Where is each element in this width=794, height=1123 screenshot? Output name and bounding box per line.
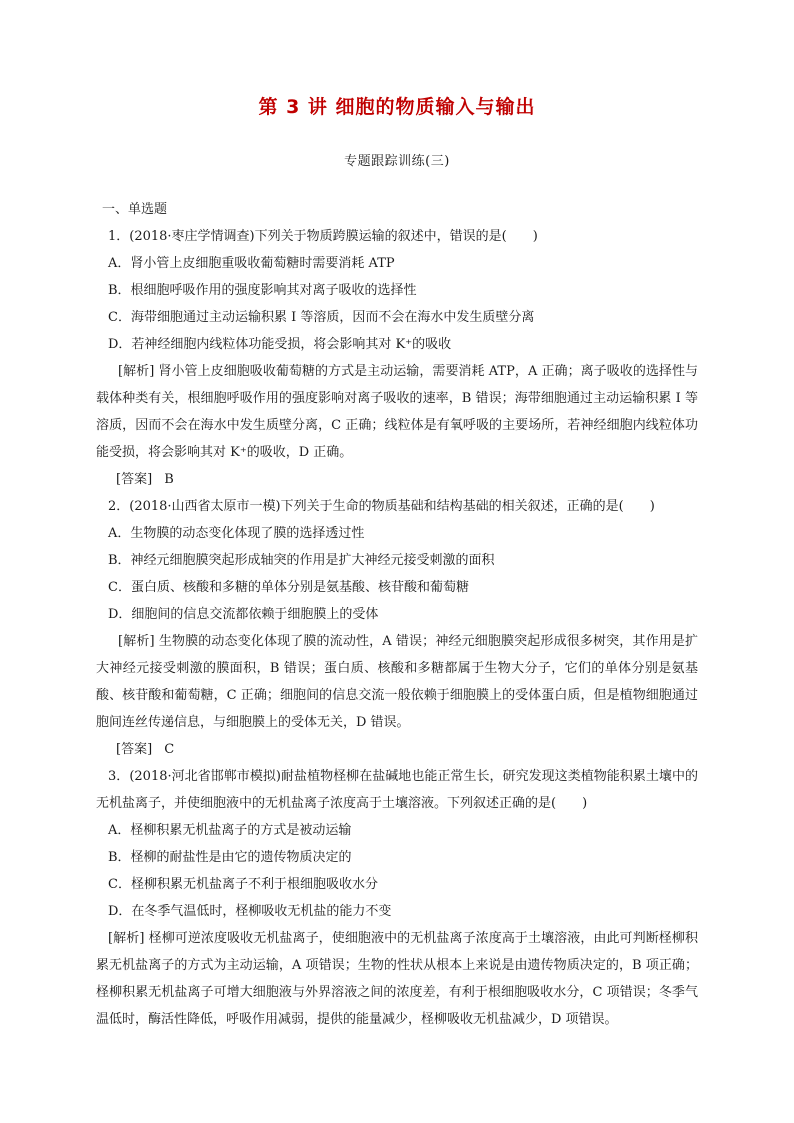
question-3-option-a: A．柽柳积累无机盐离子的方式是被动运输 [108,823,352,838]
explanation-label: [解析] [118,364,155,379]
section-heading: 一、单选题 [102,202,168,217]
question-2-option-b: B．神经元细胞膜突起形成轴突的作用是扩大神经元接受刺激的面积 [108,553,495,568]
page-subtitle: 专题跟踪训练(三) [344,154,450,169]
question-1-explanation [96,358,698,466]
question-3-option-b: B．柽柳的耐盐性是由它的遗传物质决定的 [108,850,352,865]
question-2-answer-value: C [164,742,175,757]
question-1-option-b: B．根细胞呼吸作用的强度影响其对离子吸收的选择性 [108,283,417,298]
page-title: 第 3 讲 细胞的物质输入与输出 [258,96,536,118]
question-1-option-d: D．若神经细胞内线粒体功能受损，将会影响其对 K⁺的吸收 [108,337,452,352]
question-2-answer [116,736,692,763]
question-1-stem: 1．(2018·枣庄学情调查)下列关于物质跨膜运输的叙述中，错误的是( ) [108,229,538,244]
question-3-explanation-text: 柽柳可逆浓度吸收无机盐离子，使细胞液中的无机盐离子浓度高于土壤溶液，由此可判断柽柳积累无机盐离子的方式为主动运输，A 项错误；生物的性状从根本上来说是由遗传物质决定的，B 项正确；柽柳积累无机盐离子可增大细胞液与外界溶液之间的浓度差，有利于根细胞吸收水分，C 项错误；冬季气温低时，酶活性降低，呼吸作用减弱，提供的能量减少，柽柳吸收无机盐减少，D 项错误。 [96,931,698,1027]
question-2-option-a: A．生物膜的动态变化体现了膜的选择透过性 [108,526,365,541]
question-3-option-d: D．在冬季气温低时，柽柳吸收无机盐的能力不变 [108,904,392,919]
explanation-label: [解析] [118,634,155,649]
question-1-explanation-text: 肾小管上皮细胞吸收葡萄糖的方式是主动运输，需要消耗 ATP，A 正确；离子吸收的选择性与载体种类有关，根细胞呼吸作用的强度影响对离子吸收的速率，B 错误；海带细胞通过主动运输积累 I 等溶质，因而不会在海水中发生质壁分离，C 正确；线粒体是有氧呼吸的主要场所，若神经细胞内线粒体功能受损，将会影响其对 K⁺的吸收，D 正确。 [96,364,698,460]
question-1-answer [116,466,692,493]
question-1-answer-value: B [164,472,174,487]
question-2-option-d: D．细胞间的信息交流都依赖于细胞膜上的受体 [108,607,379,622]
question-1-option-c: C．海带细胞通过主动运输积累 I 等溶质，因而不会在海水中发生质壁分离 [108,310,535,325]
document-body [96,196,698,1033]
question-3-option-c: C．柽柳积累无机盐离子不利于根细胞吸收水分 [108,877,378,892]
question-2-stem: 2．(2018·山西省太原市一模)下列关于生命的物质基础和结构基础的相关叙述，正确的是( ) [108,499,655,514]
question-2-explanation-text: 生物膜的动态变化体现了膜的流动性，A 错误；神经元细胞膜突起形成很多树突，其作用是扩大神经元接受刺激的膜面积，B 错误；蛋白质、核酸和多糖都属于生物大分子，它们的单体分别是氨基酸、核苷酸和葡萄糖，C 正确；细胞间的信息交流一般依赖于细胞膜上的受体蛋白质，但是植物细胞通过胞间连丝传递信息，与细胞膜上的受体无关，D 错误。 [96,634,698,730]
answer-label: [答案] [116,472,153,487]
explanation-label: [解析] [108,931,145,946]
question-3-stem: 3．(2018·河北省邯郸市模拟)耐盐植物柽柳在盐碱地也能正常生长，研究发现这类植物能积累土壤中的无机盐离子，并使细胞液中的无机盐离子浓度高于土壤溶液。下列叙述正确的是( ) [96,769,698,811]
answer-label: [答案] [116,742,153,757]
question-1-option-a: A．肾小管上皮细胞重吸收葡萄糖时需要消耗 ATP [108,256,395,271]
question-3-explanation [96,925,698,1033]
question-2-explanation [96,628,698,736]
question-2-option-c: C．蛋白质、核酸和多糖的单体分别是氨基酸、核苷酸和葡萄糖 [108,580,469,595]
